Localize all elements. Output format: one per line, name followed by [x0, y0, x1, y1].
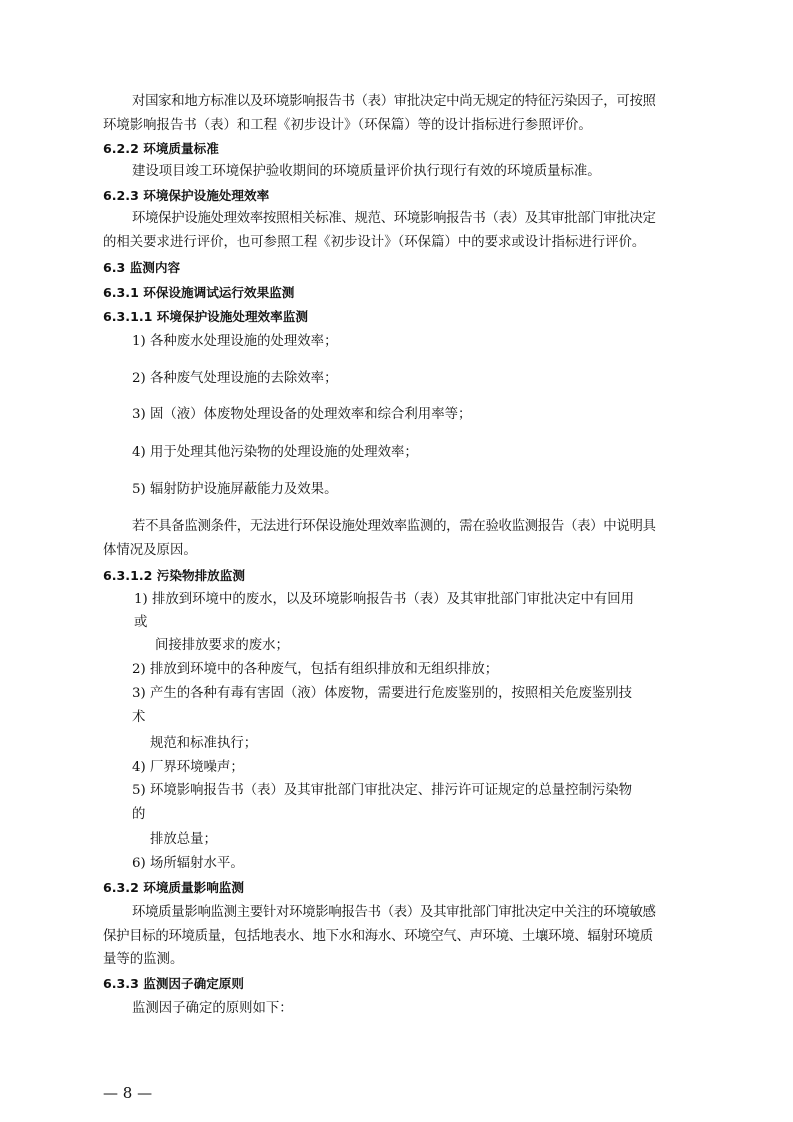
section-heading: 6.2.3 环境保护设施处理效率: [103, 188, 270, 203]
paragraph-line: 的相关要求进行评价，也可参照工程《初步设计》（环保篇）中的要求或设计指标进行评价。: [103, 235, 646, 250]
section-heading: 6.3.1.2 污染物排放监测: [103, 568, 245, 583]
list-item-continuation: 的: [132, 807, 146, 822]
list-item-continuation: 术: [132, 710, 146, 725]
list-item-continuation: 规范和标准执行；: [150, 736, 258, 751]
list-item: 2) 各种废气处理设施的去除效率；: [132, 371, 338, 386]
paragraph-line: 保护目标的环境质量，包括地表水、地下水和海水、环境空气、声环境、土壤环境、辐射环境质: [103, 929, 653, 944]
list-item: 4) 厂界环境噪声；: [132, 760, 244, 775]
section-heading: 6.3.1.1 环境保护设施处理效率监测: [103, 309, 308, 324]
list-item: 6) 场所辐射水平。: [132, 856, 244, 871]
section-heading: 6.2.2 环境质量标准: [103, 141, 219, 156]
list-item: 3) 固（液）体废物处理设备的处理效率和综合利用率等；: [132, 407, 472, 422]
section-heading: 6.3.2 环境质量影响监测: [103, 880, 244, 895]
paragraph-line: 量等的监测。: [103, 952, 184, 967]
paragraph-line: 监测因子确定的原则如下：: [132, 1001, 293, 1016]
list-item: 5) 环境影响报告书（表）及其审批部门审批决定、排污许可证规定的总量控制污染物: [132, 783, 633, 798]
list-item: 3) 产生的各种有毒有害固（液）体废物，需要进行危废鉴别的，按照相关危废鉴别技: [132, 686, 633, 701]
paragraph-line: 环境保护设施处理效率按照相关标准、规范、环境影响报告书（表）及其审批部门审批决定: [132, 211, 656, 226]
section-heading: 6.3 监测内容: [103, 260, 181, 275]
list-item-continuation: 或: [134, 615, 148, 630]
list-item-continuation: 排放总量；: [150, 832, 217, 847]
list-item: 5) 辐射防护设施屏蔽能力及效果。: [132, 482, 338, 497]
paragraph-line: 若不具备监测条件，无法进行环保设施处理效率监测的，需在验收监测报告（表）中说明具: [132, 519, 656, 534]
list-item: 1) 排放到环境中的废水，以及环境影响报告书（表）及其审批部门审批决定中有回用: [134, 592, 635, 607]
paragraph-line: 环境质量影响监测主要针对环境影响报告书（表）及其审批部门审批决定中关注的环境敏感: [132, 905, 656, 920]
paragraph-line: 体情况及原因。: [103, 543, 197, 558]
list-item: 4) 用于处理其他污染物的处理设施的处理效率；: [132, 445, 418, 460]
list-item-continuation: 间接排放要求的废水；: [155, 638, 289, 653]
list-item: 1) 各种废水处理设施的处理效率；: [132, 334, 338, 349]
section-heading: 6.3.1 环保设施调试运行效果监测: [103, 285, 295, 300]
paragraph-line: 环境影响报告书（表）和工程《初步设计》（环保篇）等的设计指标进行参照评价。: [103, 118, 592, 133]
section-heading: 6.3.3 监测因子确定原则: [103, 976, 244, 991]
paragraph-line: 对国家和地方标准以及环境影响报告书（表）审批决定中尚无规定的特征污染因子，可按照: [132, 94, 656, 109]
page-number: — 8 —: [103, 1084, 153, 1102]
paragraph-line: 建设项目竣工环境保护验收期间的环境质量评价执行现行有效的环境质量标准。: [132, 164, 601, 179]
list-item: 2) 排放到环境中的各种废气，包括有组织排放和无组织排放；: [132, 662, 499, 677]
